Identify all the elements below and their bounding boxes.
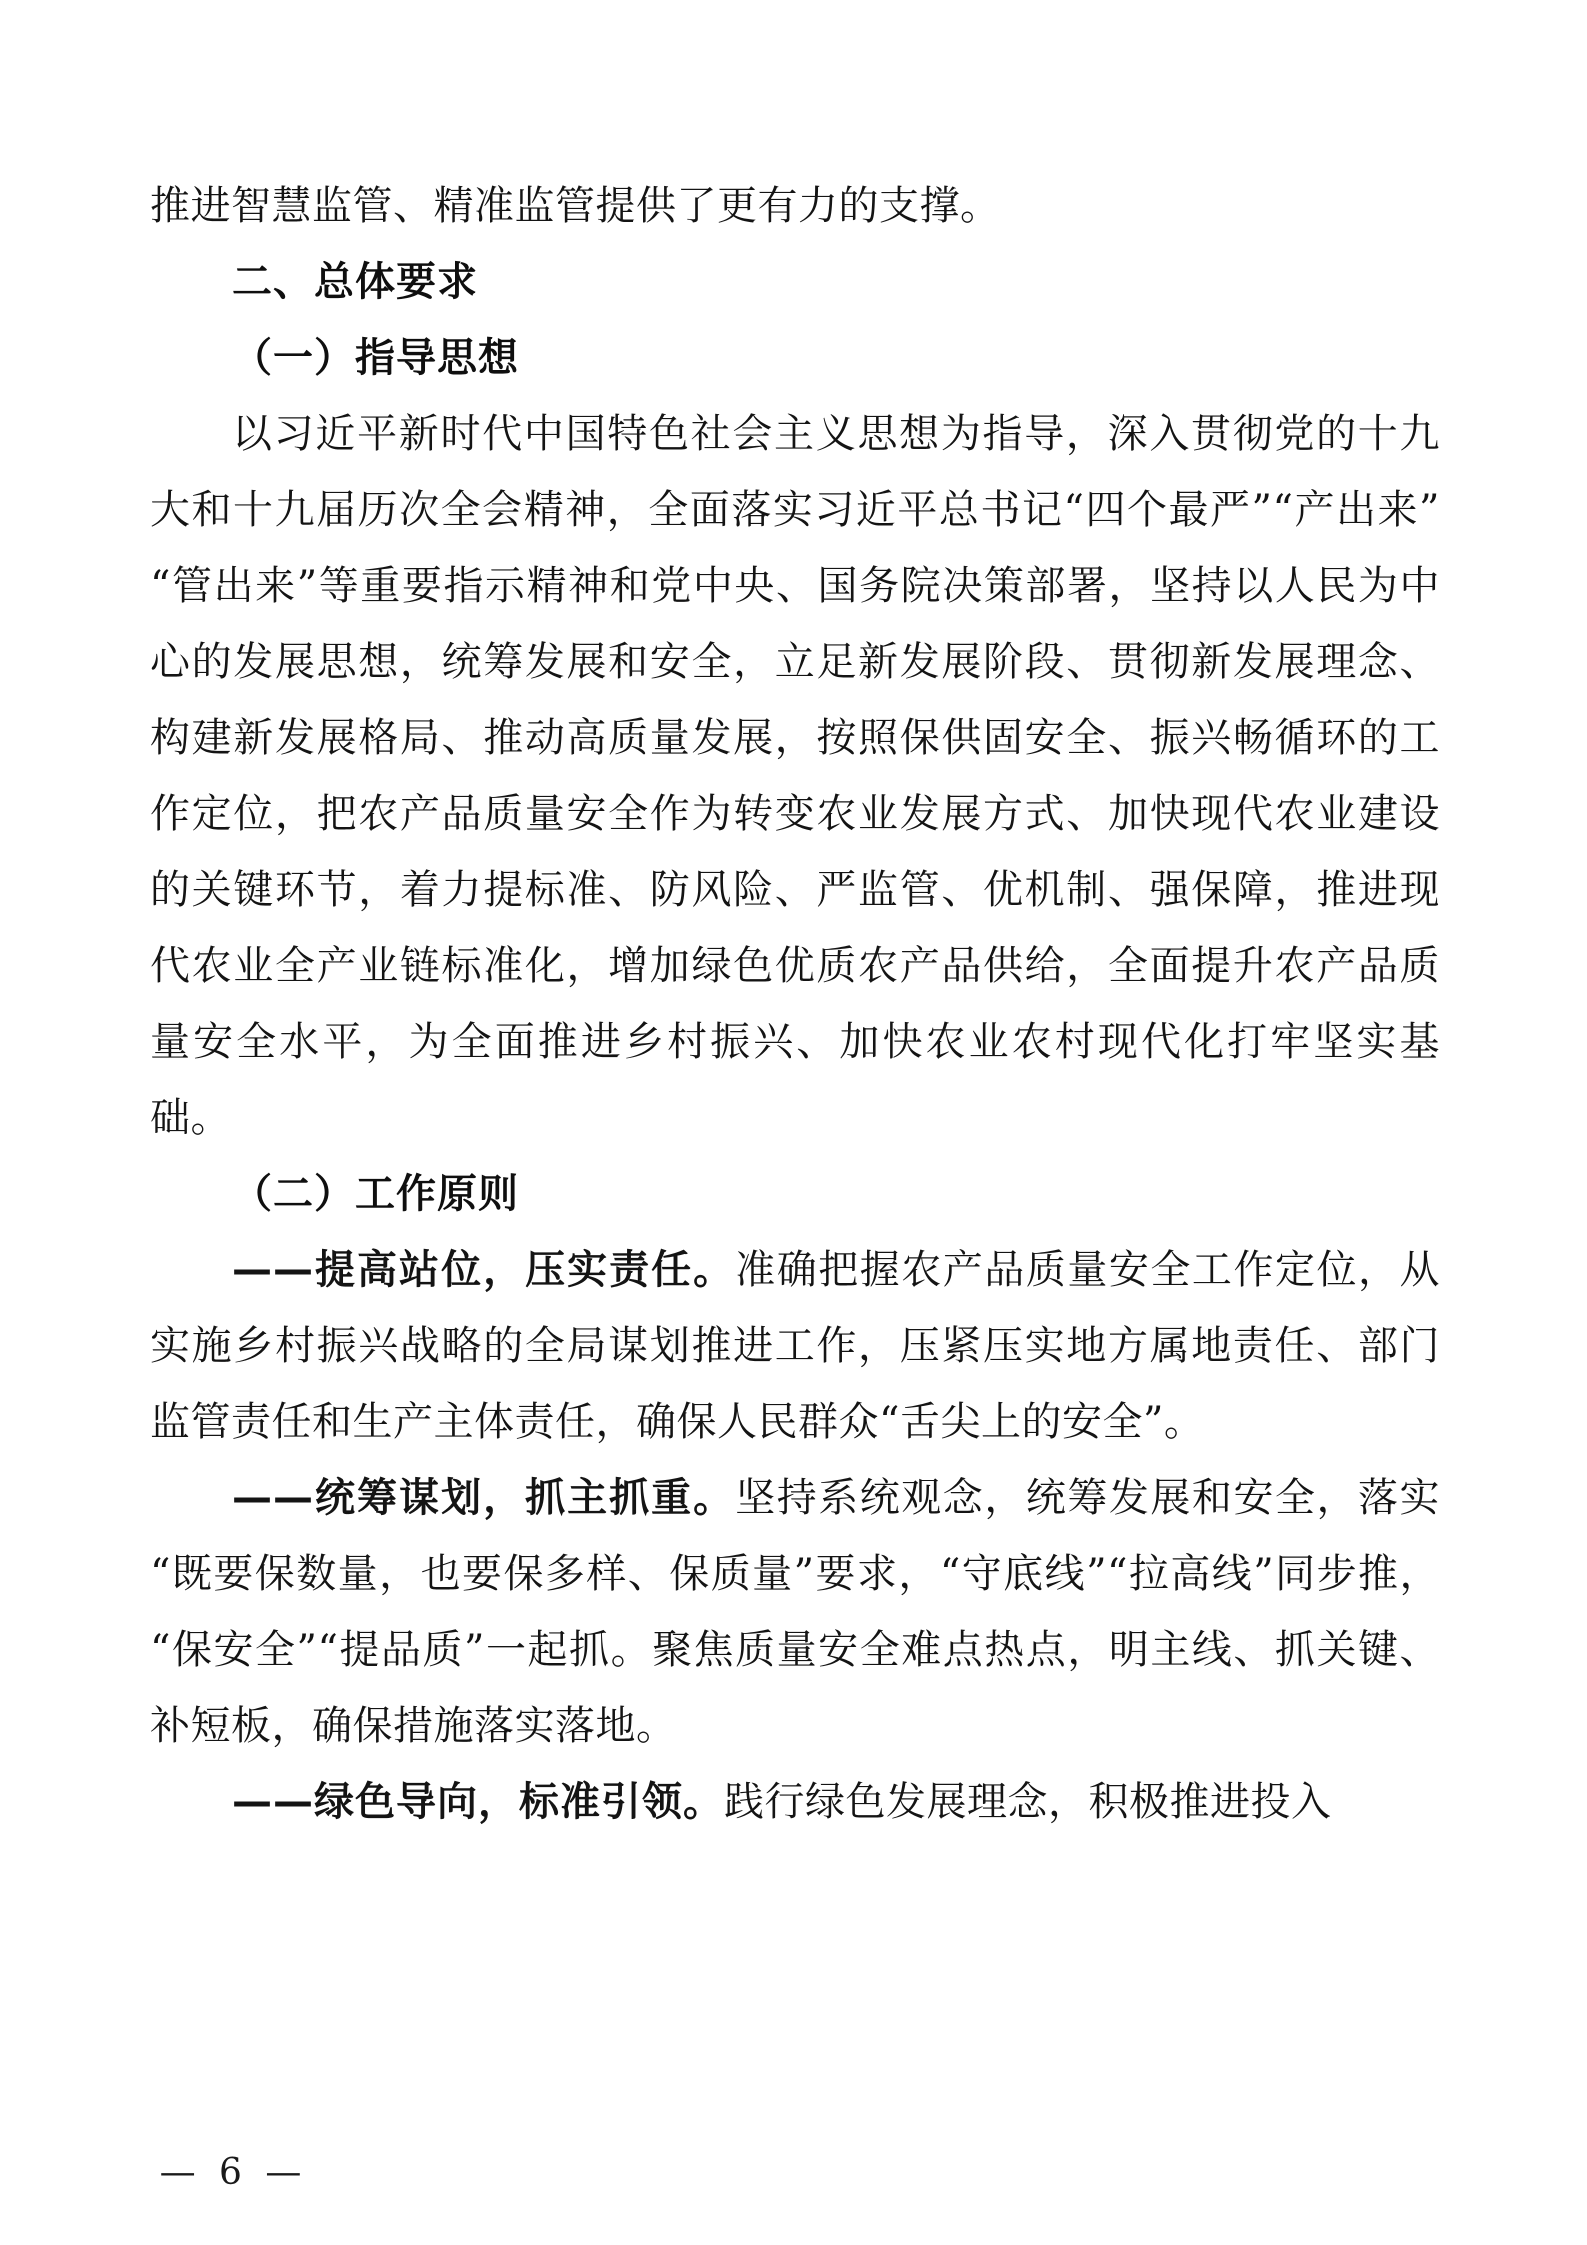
principle-text-green-orientation: 践行绿色发展理念，积极推进投入 (724, 1779, 1332, 1825)
subsection-heading-work-principles: （二）工作原则 (232, 1171, 519, 1217)
principle-lead-raise-standing: ——提高站位，压实责任。 (232, 1247, 736, 1293)
document-body (150, 168, 1440, 1840)
page-number (0, 2152, 1587, 2193)
principle-item-raise-standing (150, 1232, 1440, 1460)
section-heading-overall-requirements: 二、总体要求 (232, 259, 478, 305)
principle-item-green-orientation (150, 1764, 1440, 1840)
subsection-heading-guiding-ideology: （一）指导思想 (232, 335, 519, 381)
principle-lead-overall-planning: ——统筹谋划，抓主抓重。 (232, 1475, 736, 1521)
principle-item-overall-planning (150, 1460, 1440, 1764)
principle-lead-green-orientation: ——绿色导向，标准引领。 (232, 1779, 724, 1825)
principle-text-raise-standing: 准确把握农产品质量安全工作定位，从实施乡村振兴战略的全局谋划推进工作，压紧压实地方属地责任、部门监管责任和生产主体责任，确保人民群众“舌尖上的安全”。 (150, 1247, 1441, 1445)
page-number-value: — 6 — (159, 2152, 308, 2193)
paragraph-guiding-ideology: 以习近平新时代中国特色社会主义思想为指导，深入贯彻党的十九大和十九届历次全会精神，全面落实习近平总书记“四个最严”“产出来”“管出来”等重要指示精神和党中央、国务院决策部署，坚持以人民为中心的发展思想，统筹发展和安全，立足新发展阶段、贯彻新发展理念、构建新发展格局、推动高质量发展，按照保供固安全、振兴畅循环的工作定位，把农产品质量安全作为转变农业发展方式、加快现代农业建设的关键环节，着力提标准、防风险、严监管、优机制、强保障，推进现代农业全产业链标准化，增加绿色优质农产品供给，全面提升农产品质量安全水平，为全面推进乡村振兴、加快农业农村现代化打牢坚实基础。 (150, 411, 1440, 1141)
paragraph-continuation: 推进智慧监管、精准监管提供了更有力的支撑。 (150, 183, 1001, 229)
principle-text-overall-planning: 坚持系统观念，统筹发展和安全，落实“既要保数量，也要保多样、保质量”要求，“守底线”“拉高线”同步推，“保安全”“提品质”一起抓。聚焦质量安全难点热点，明主线、抓关键、补短板，确保措施落实落地。 (150, 1475, 1441, 1749)
